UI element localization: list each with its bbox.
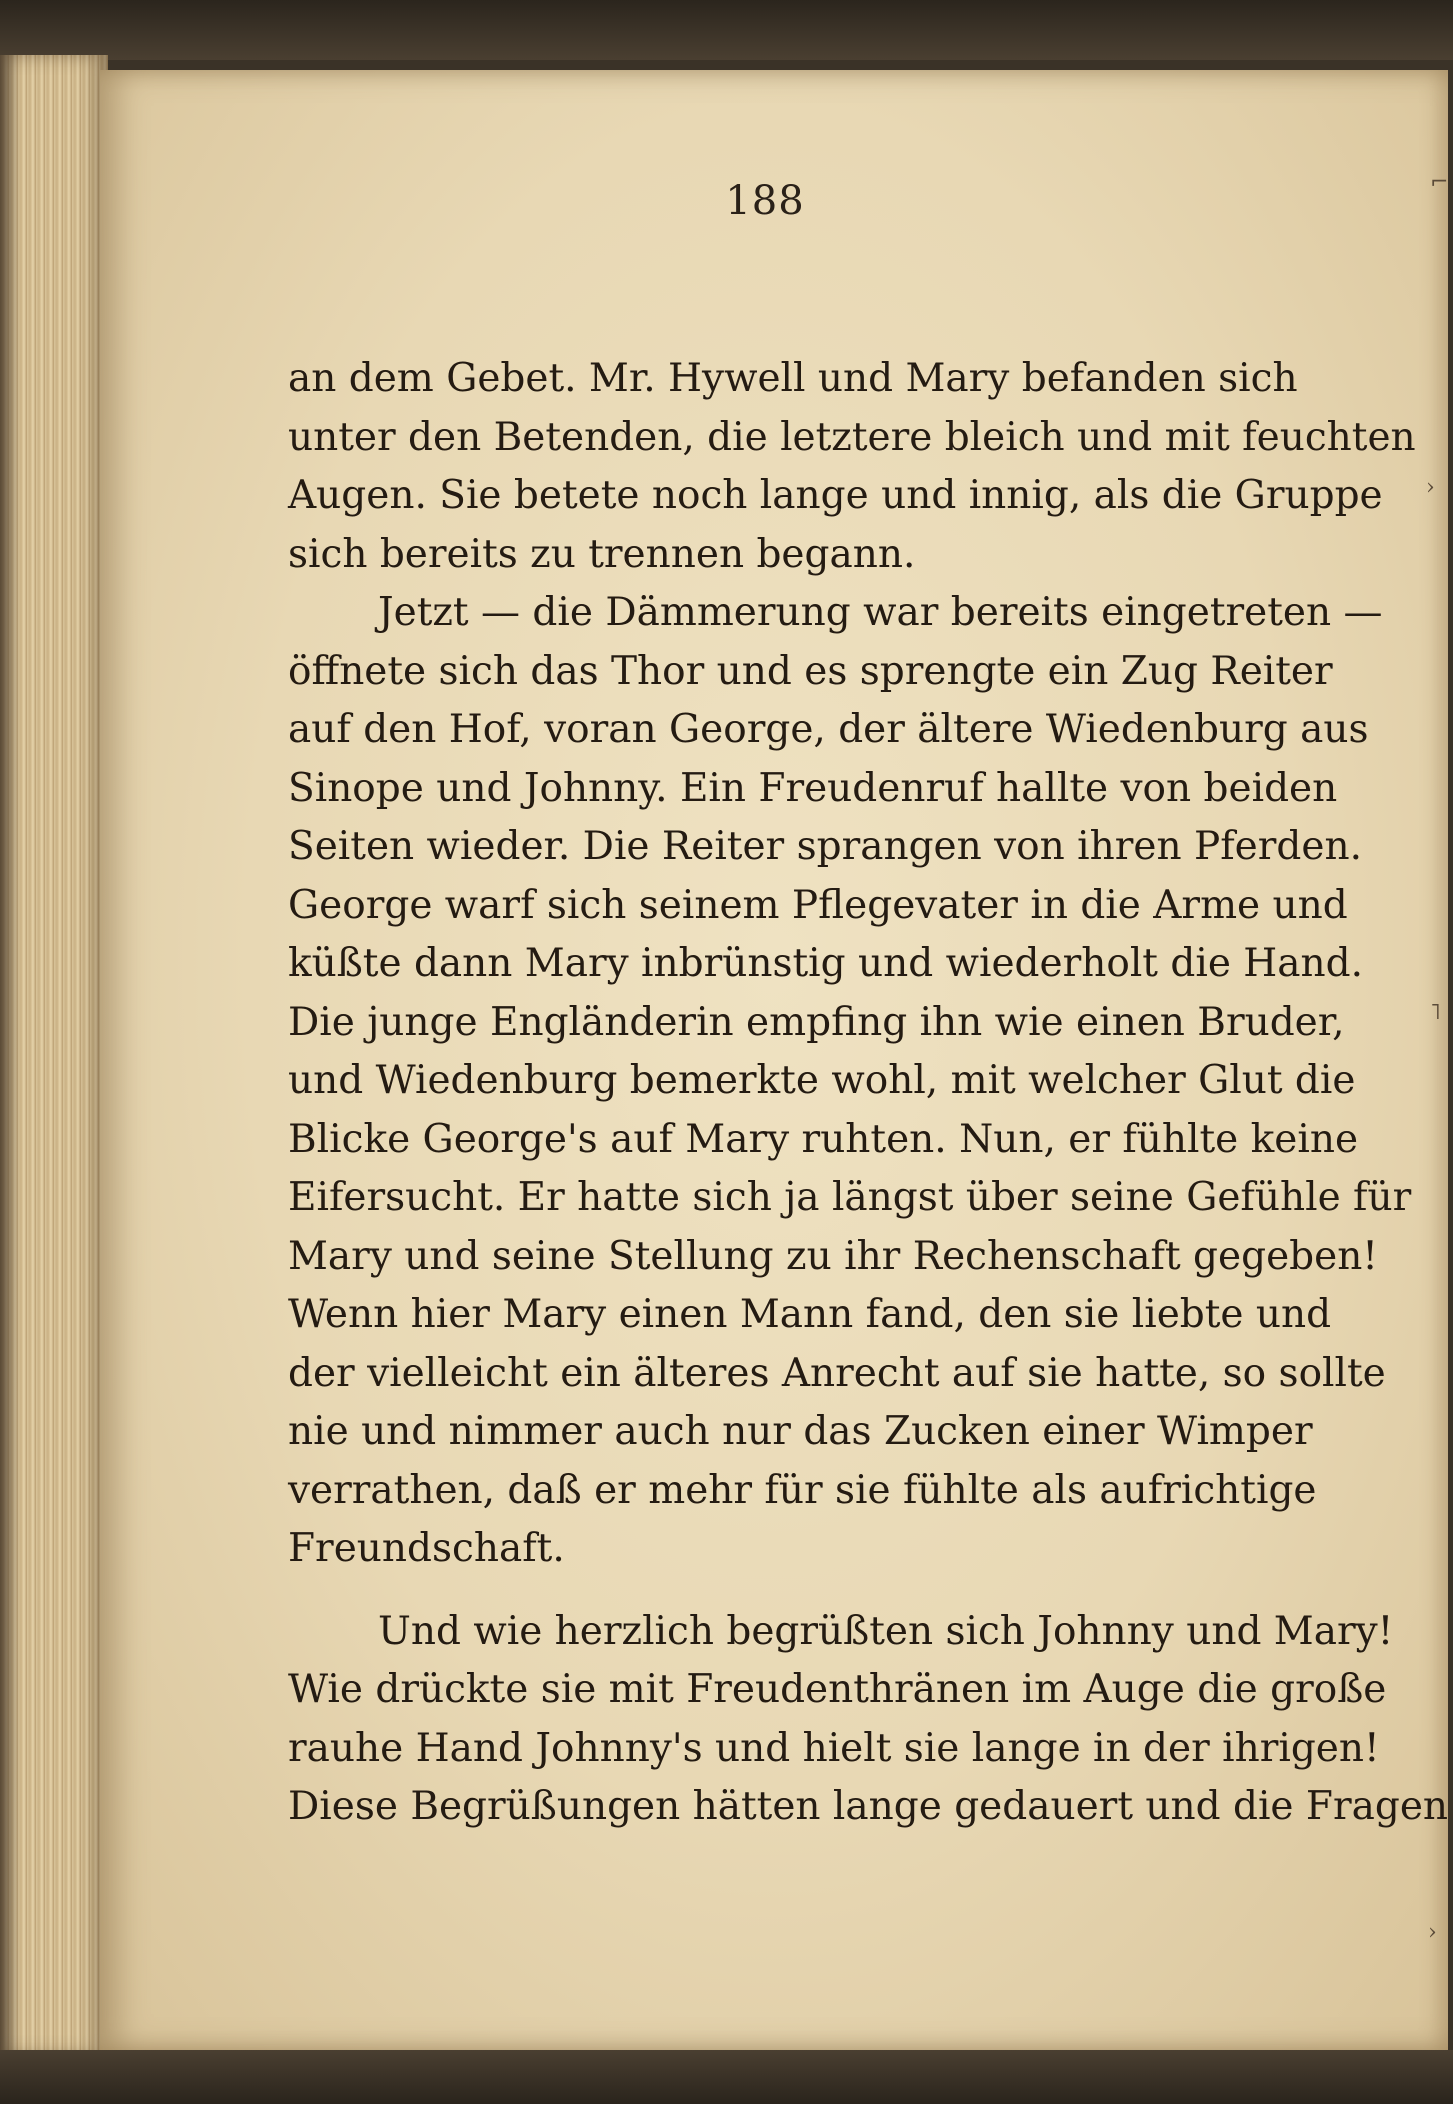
page-number: 188 (725, 178, 805, 224)
book-page-edges (0, 55, 108, 2055)
text-line: Diese Begrüßungen hätten lange gedauert und die Fragen (288, 1784, 1449, 1829)
margin-arrow-mark: › (1426, 475, 1435, 500)
text-line: Die junge Engländerin empfing ihn wie einen Bruder, (288, 999, 1345, 1045)
paragraph (288, 1603, 1449, 1837)
scan-background-bottom (0, 2050, 1453, 2104)
text-line: küßte dann Mary inbrünstig und wiederholt die Hand. (288, 941, 1364, 986)
text-line: sich bereits zu trennen begann. (288, 531, 916, 577)
text-line: an dem Gebet. Mr. Hywell und Mary befanden sich (288, 356, 1298, 401)
text-line: Eifersucht. Er hatte sich ja längst über seine Gefühle für (288, 1175, 1412, 1220)
text-line: verrathen, daß er mehr für sie fühlte als aufrichtige (288, 1467, 1317, 1513)
text-line: rauhe Hand Johnny's und hielt sie lange in der ihrigen! (288, 1725, 1380, 1771)
text-line: öffnete sich das Thor und es sprengte ein Zug Reiter (288, 648, 1333, 694)
paragraph (288, 584, 1412, 1579)
text-line: Wenn hier Mary einen Mann fand, den sie liebte und (288, 1292, 1332, 1337)
text-line: Und wie herzlich begrüßten sich Johnny und Mary! (378, 1608, 1394, 1654)
text-line: Wie drückte sie mit Freudenthränen im Auge die große (288, 1667, 1387, 1712)
text-line: George warf sich seinem Pflegevater in die Arme und (288, 882, 1348, 928)
text-line: der vielleicht ein älteres Anrecht auf sie hatte, so sollte (288, 1350, 1386, 1396)
text-line: auf den Hof, voran George, der ältere Wiedenburg aus (288, 707, 1369, 752)
margin-arrow-mark: › (1428, 1920, 1437, 1945)
body-text (288, 350, 1449, 1837)
text-line: Seiten wieder. Die Reiter sprangen von ihren Pferden. (288, 824, 1362, 869)
scan-background-top (0, 0, 1453, 60)
text-line: Jetzt — die Dämmerung war bereits eingetreten — (378, 590, 1383, 635)
paragraph (288, 350, 1416, 584)
text-line: Sinope und Johnny. Ein Freudenruf hallte von beiden (288, 765, 1338, 811)
margin-tick-mark: ˥ (1430, 1000, 1441, 1025)
text-line: und Wiedenburg bemerkte wohl, mit welcher Glut die (288, 1058, 1356, 1103)
text-line: Augen. Sie betete noch lange und innig, als die Gruppe (288, 473, 1383, 518)
text-line: Freundschaft. (288, 1526, 565, 1571)
text-line: Blicke George's auf Mary ruhten. Nun, er fühlte keine (288, 1116, 1359, 1162)
text-line: nie und nimmer auch nur das Zucken einer Wimper (288, 1409, 1313, 1454)
margin-tick-mark: ⌐ (1430, 170, 1449, 195)
text-line: unter den Betenden, die letztere bleich und mit feuchten (288, 414, 1416, 460)
text-line: Mary und seine Stellung zu ihr Rechenschaft gegeben! (288, 1233, 1378, 1279)
